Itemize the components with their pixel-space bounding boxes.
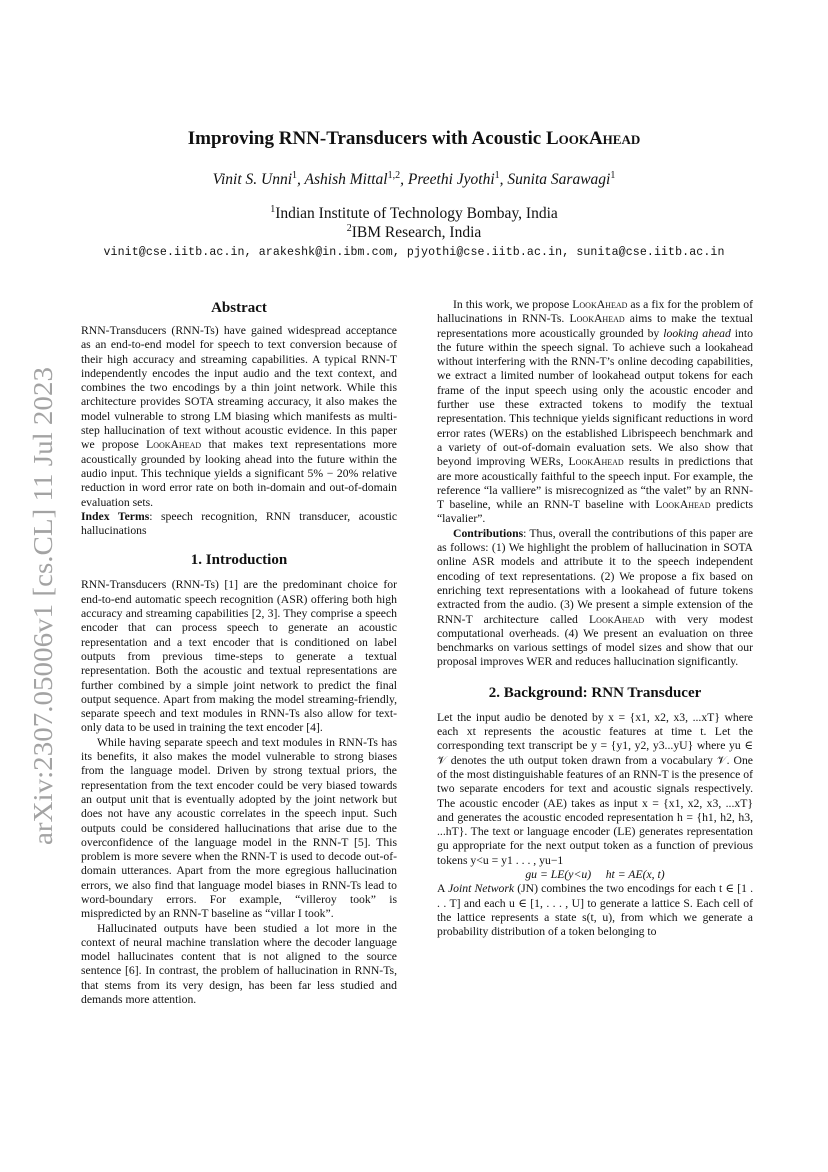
arxiv-stamp-text: arXiv:2307.05006v1 [cs.CL] 11 Jul 2023 <box>28 400 58 845</box>
arxiv-stamp <box>18 345 62 845</box>
lookahead-paragraph: In this work, we propose LookAhead as a fix for the problem of hallucinations in RNN-Ts. LookAhead aims to make the textual representations more acoustically grounded by looking ahead into the future within the speech signal. To achieve such a lookahead without interfering with the RNN-T’s online decoding capabilities, we extract a limited number of lookahead output tokens for each frame of the input speech using only the acoustic encoder and further use these extracted tokens to modify the textual representation. This technique yields significant reductions in word error rates (WERs) on the established Librispeech benchmark and a variety of out-of-domain evaluation sets. We also show that beyond improving WERs, LookAhead results in predictions that are more acoustically faithful to the speech input. For example, the reference “la valliere” is misrecognized as “the valet” by an RNN-T baseline, while an RNN-T baseline with LookAhead predicts “lavalier”. <box>437 298 754 526</box>
author-affiliation-mark: 1 <box>610 170 616 181</box>
background-paragraph-1: Let the input audio be denoted by x = {x1, x2, x3, ...xT} where each xt represents the acoustic features at time t. Let the corresponding text transcript be y = {y1, y2, y3...yU} where yu ∈ 𝒱 denotes the uth output token drawn from a vocabulary 𝒱. One of the most distinguishable features of an RNN-T is the presence of two separate encoders for text and acoustic signals respectively. The acoustic encoder (AE) takes as input x = {x1, x2, x3, ...xT} and generates the acoustic encoded representation h = {h1, h2, h3, ...hT}. The text or language encoder (LE) generates representation gu appropriate for the next output token as a function of previous tokens y<u = y1 . . . , yu−1 <box>437 710 753 867</box>
author-separator: , <box>400 171 408 189</box>
intro-paragraph-1: RNN-Transducers (RNN-Ts) [1] are the predominant choice for end-to-end automatic speech recognition (ASR) offering both high accuracy and streaming capabilities [2, 3]. They comprise a speech encoder that can process speech to generate an acoustic representation and a text encoder that is conditioned on label outputs from previous time-steps to generate a textual representation. Both the acoustic and textual representations are further combined by a simple joint network to predict the final output sequence. Apart from making the model streaming-friendly, separate speech and text modules in RNN-Ts also allow for text-only data to be used in training the text encoder [4]. <box>81 578 397 735</box>
background-paragraph-2: A Joint Network (JN) combines the two encodings for each t ∈ [1 . . . T] and each u ∈ [1, . . . , U] to generate a lattice S. Each cell of the lattice represents a state s(t, u), from which we generate a probability distribution of a token belonging to <box>437 882 754 939</box>
index-terms: Index Terms: speech recognition, RNN transducer, acoustic hallucinations <box>81 509 398 538</box>
author-separator: , <box>499 171 508 189</box>
right-column <box>437 298 753 939</box>
encoder-equation: gu = LE(y<u) ht = AE(x, t) <box>525 867 665 881</box>
author-name: Vinit S. Unni <box>212 171 293 189</box>
author-name: Ashish Mittal <box>304 171 388 189</box>
author-list <box>0 170 828 189</box>
intro-paragraph-3: Hallucinated outputs have been studied a lot more in the context of neural machine translation where the decoder language model hallucinates content that is not aligned to the source sentence [6]. In contrast, the problem of hallucination in RNN-Ts, that stems from its very design, has been far less studied and demands more attention. <box>81 921 397 1007</box>
author-affiliation-mark: 1 <box>494 170 500 181</box>
author-name: Sunita Sarawagi <box>507 171 611 189</box>
author-name: Preethi Jyothi <box>407 171 495 189</box>
background-heading: 2. Background: RNN Transducer <box>488 684 702 701</box>
intro-heading: 1. Introduction <box>190 552 288 569</box>
author-emails: vinit@cse.iitb.ac.in, arakeshk@in.ibm.com, pjyothi@cse.iitb.ac.in, sunita@cse.iitb.ac.in <box>103 246 725 259</box>
abstract-heading: Abstract <box>211 300 267 316</box>
left-column <box>81 298 397 1007</box>
paper-title: Improving RNN-Transducers with Acoustic LookAhead <box>187 128 641 149</box>
affiliation-1: $^1$Indian Institute of Technology Bombay, India <box>270 204 558 223</box>
author-separator: , <box>297 171 305 189</box>
author-affiliation-mark: 1,2 <box>387 170 401 181</box>
author-affiliation-mark: 1 <box>292 170 298 181</box>
affiliation-2: $^2$IBM Research, India <box>346 223 482 242</box>
contributions-paragraph: Contributions: Thus, overall the contributions of this paper are as follows: (1) We highlight the problem of hallucination in SOTA online ASR models and attribute it to the speech independent encoding of text representations. (2) We propose a fix based on enriching text representations with a lookahead of future tokens extracted from the audio. (3) We present a simple extension of the RNN-T architecture called LookAhead with very modest computational overheads. (4) We present an evaluation on three benchmarks on various settings of model sizes and show that our proposal improves WER and reduces hallucination significantly. <box>437 526 753 669</box>
intro-paragraph-2: While having separate speech and text modules in RNN-Ts has its benefits, it also makes the model vulnerable to strong biases from the language model. Driven by strong textual priors, the representation from the text encoder could be very biased towards an output unit that is eventually adopted by the joint network but does not have any acoustic correlates in the speech input. Such outputs could be considered hallucinations that arise due to the overconfidence of the language model in the RNN-T [5]. This problem is more severe when the RNN-T is used to decode out-of-domain utterances. Apart from the more egregious hallucination errors, we also find that language model biases in RNN-Ts lead to word-boundary errors. For example, “villeroy took” is mispredicted by an RNN-T baseline as “villar I took”. <box>81 735 397 921</box>
abstract-body: RNN-Transducers (RNN-Ts) have gained widespread acceptance as an end-to-end model for speech to text conversion because of their high accuracy and streaming capabilities. A typical RNN-T independently encodes the input audio and the text context, and combines the two encodings by a thin joint network. While this architecture provides SOTA streaming accuracy, it also makes the model vulnerable to strong LM biasing which manifests as multi-step hallucination of text without acoustic evidence. In this paper we propose LookAhead that makes text representations more acoustically grounded by looking ahead into the future within the audio input. This technique yields a significant 5% − 20% relative reduction in word error rate on both in-domain and out-of-domain evaluation sets. <box>81 324 397 509</box>
